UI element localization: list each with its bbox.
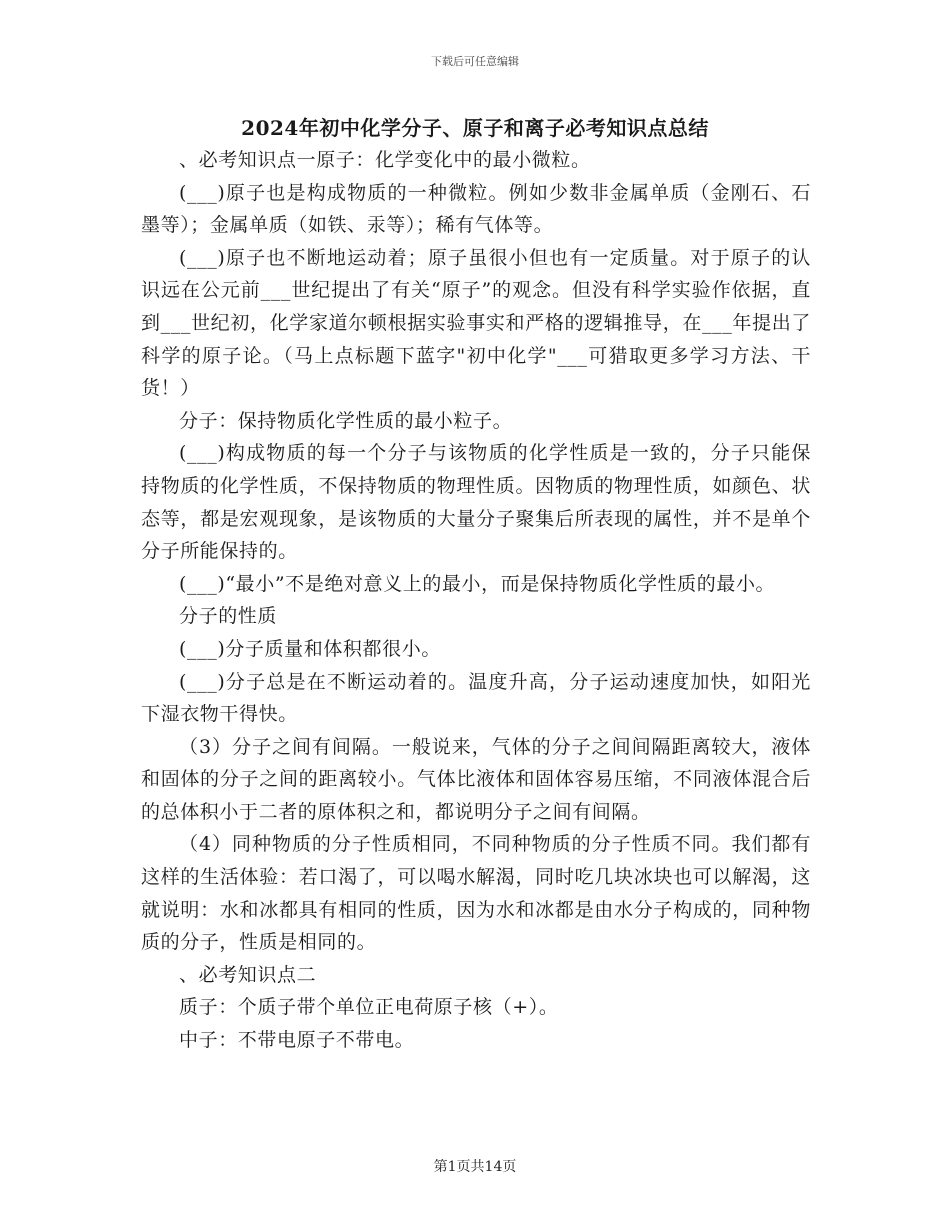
paragraph: (___)分子质量和体积都很小。 (179, 637, 441, 660)
paragraph: (___)构成物质的每一个分子与该物质的化学性质是一致的，分子只能保持物质的化学性质，不保持物质的物理性质。因物质的物理性质，如颜色、状态等，都是宏观现象，是该物质的大量分子聚集后所表现的属性，并不是单个分子所能保持的。 (141, 442, 811, 563)
paragraph: (___)原子也是构成物质的一种微粒。例如少数非金属单质（金刚石、石墨等）；金属单质（如铁、汞等）；稀有气体等。 (141, 181, 811, 237)
paragraph: 中子：不带电原子不带电。 (179, 1029, 415, 1052)
paragraph: （4）同种物质的分子性质相同，不同种物质的分子性质不同。我们都有这样的生活体验：若口渴了，可以喝水解渴，同时吃几块冰块也可以解渴，这就说明：水和冰都具有相同的性质，因为水和冰都是由水分子构成的，同种物质的分子，性质是相同的。 (141, 833, 811, 954)
paragraph: (___)原子也不断地运动着；原子虽很小但也有一定质量。对于原子的认识远在公元前___世纪提出了有关“原子”的观念。但没有科学实验作依据，直到___世纪初，化学家道尔顿根据实验事实和严格的逻辑推导，在___年提出了科学的原子论。（马上点标题下蓝字"初中化学"___可猎取更多学习方法、干货！） (141, 246, 811, 400)
paragraph: (___)“最小”不是绝对意义上的最小，而是保持物质化学性质的最小。 (179, 572, 776, 595)
paragraph: 分子：保持物质化学性质的最小粒子。 (179, 409, 513, 432)
paragraph: (___)分子总是在不断运动着的。温度升高，分子运动速度加快，如阳光下湿衣物干得快。 (141, 670, 811, 726)
document-body (141, 144, 811, 1057)
document-title: 2024年初中化学分子、原子和离子必考知识点总结 (241, 116, 709, 140)
paragraph: （3）分子之间有间隔。一般说来，气体的分子之间间隔距离较大，液体和固体的分子之间的距离较小。气体比液体和固体容易压缩，不同液体混合后的总体积小于二者的原体积之和，都说明分子之间有间隔。 (141, 735, 811, 823)
page-footer: 第1页共14页 (433, 1159, 517, 1175)
paragraph: 分子的性质 (179, 605, 278, 628)
paragraph: 质子：个质子带个单位正电荷原子核（+）。 (179, 996, 559, 1019)
paragraph: 、必考知识点一原子：化学变化中的最小微粒。 (179, 149, 591, 171)
paragraph: 、必考知识点二 (179, 963, 317, 986)
header-note: 下载后可任意编辑 (431, 55, 519, 68)
